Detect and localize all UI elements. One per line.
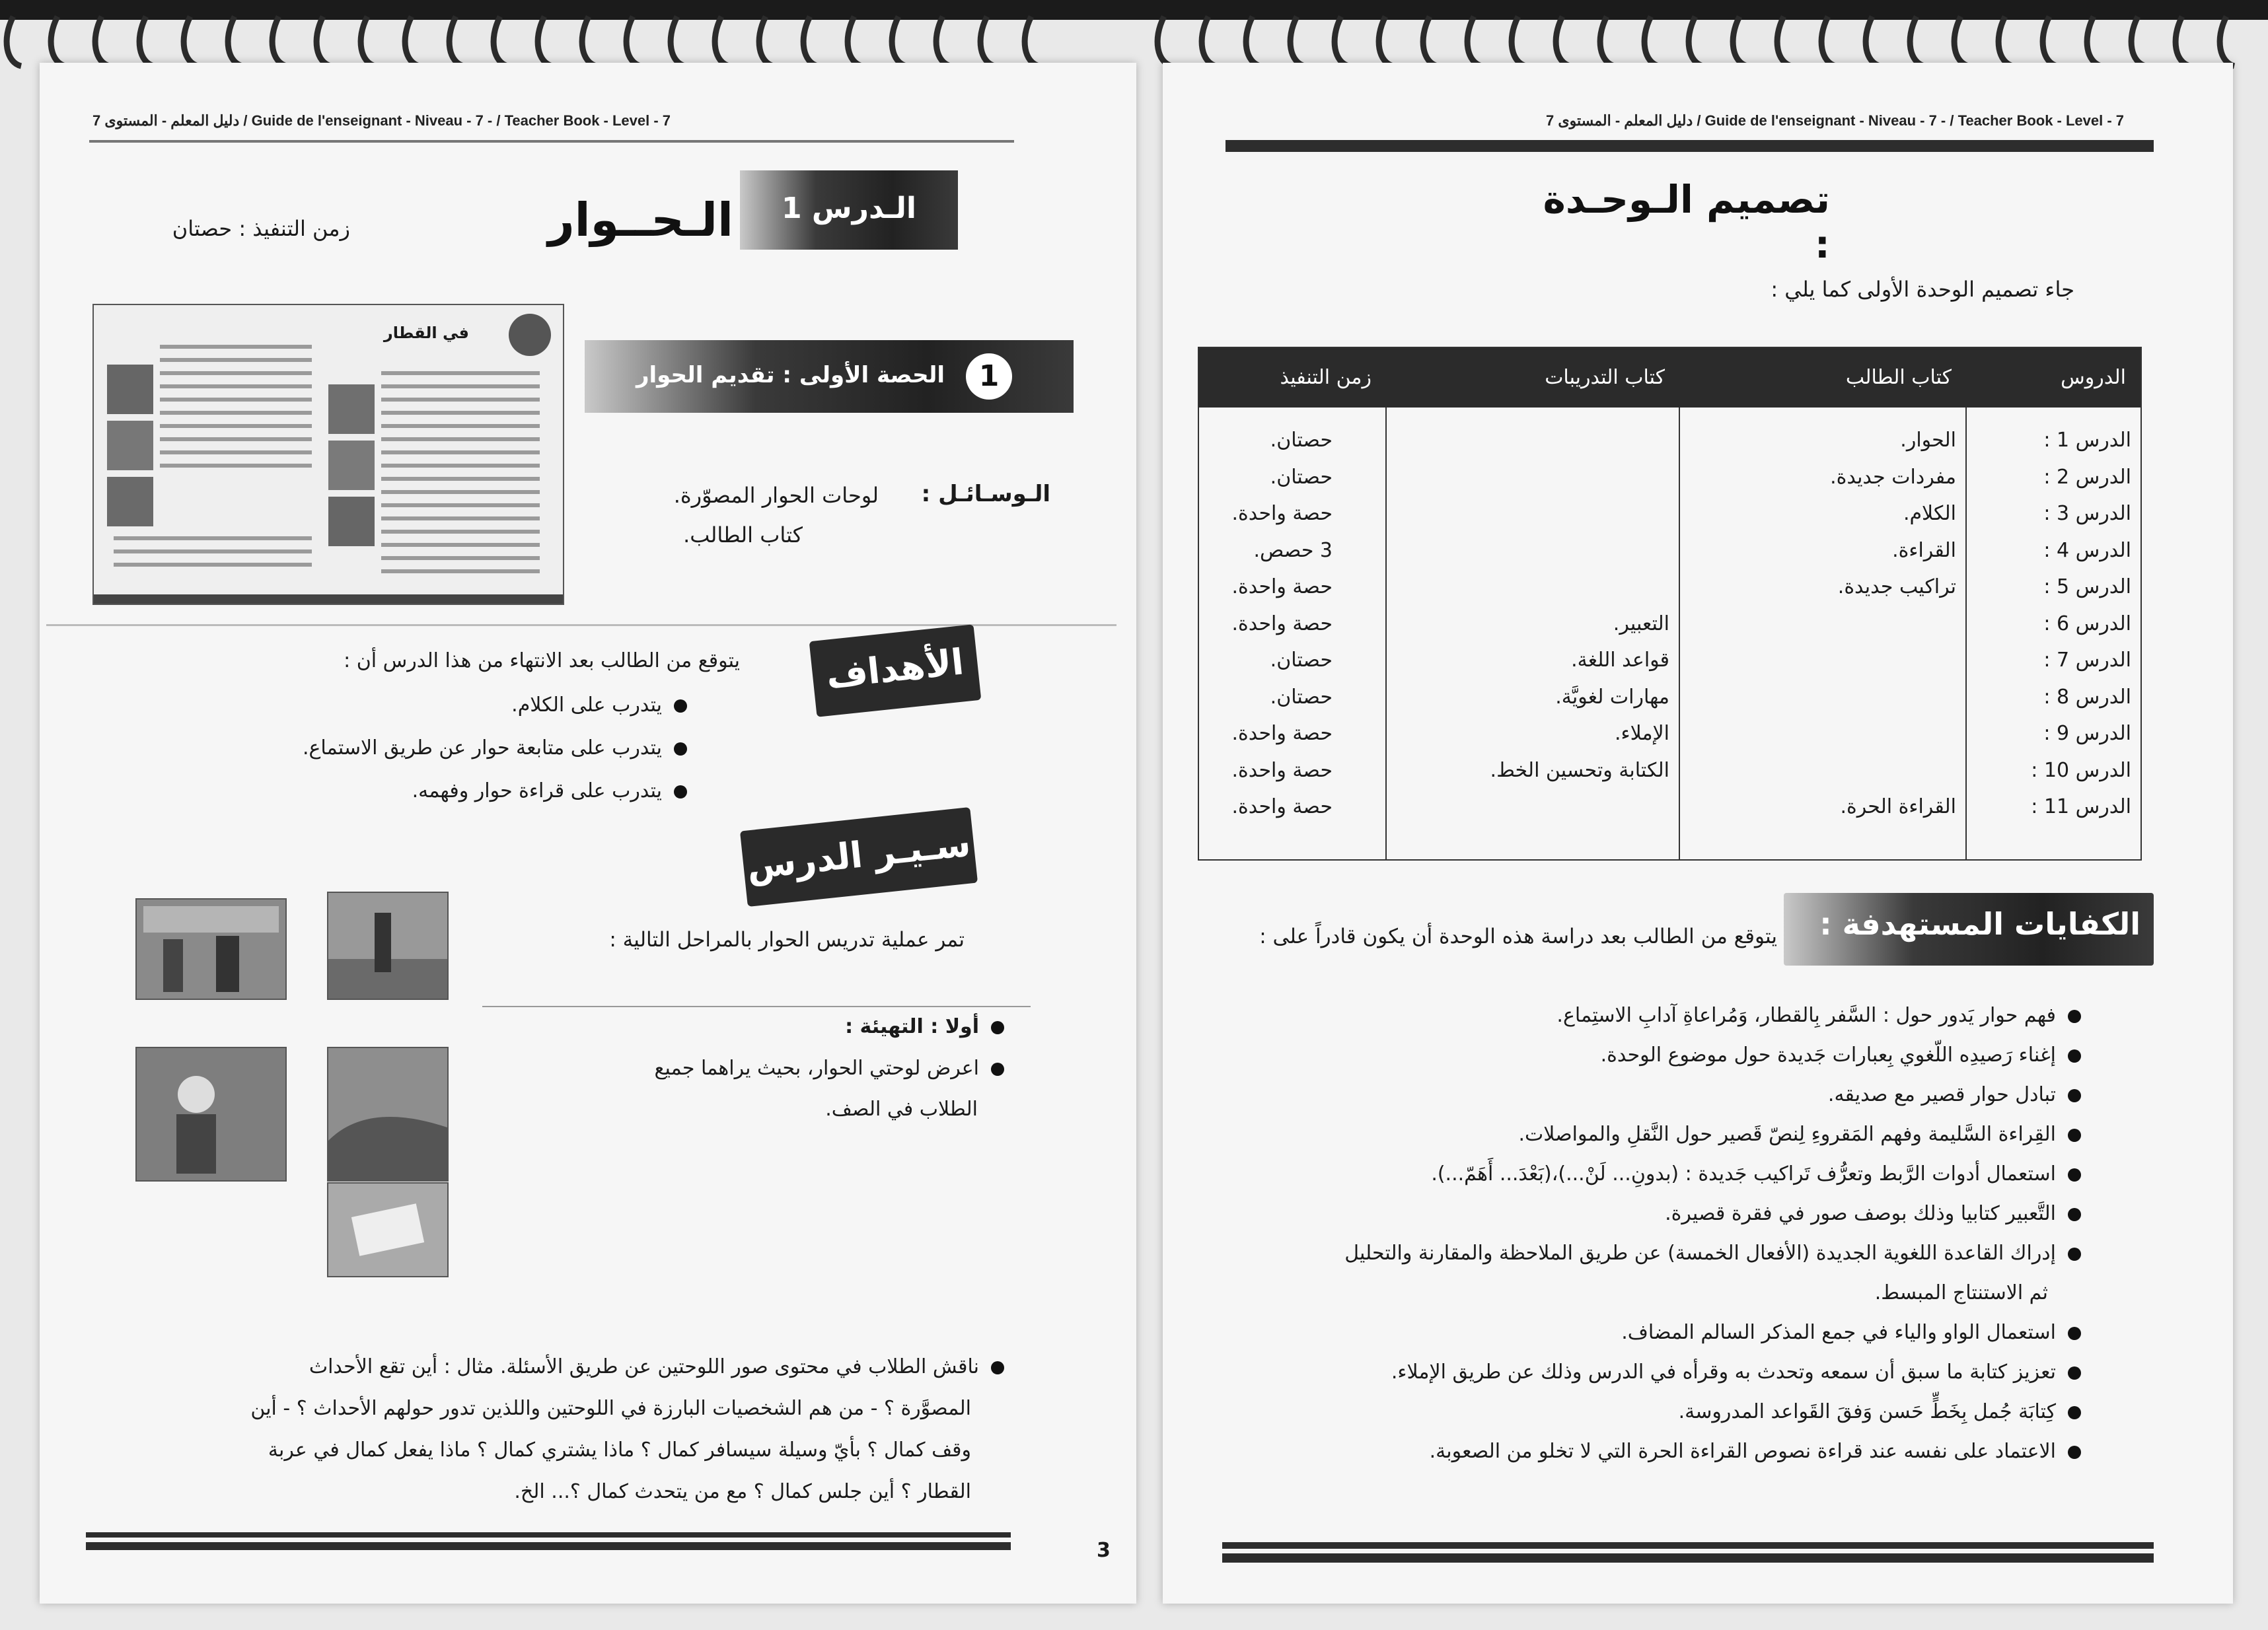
running-header-left: 7 دليل المعلم - المستوى / Guide de l'enseignant - Niveau - 7 - / Teacher Book - Level - 7 <box>92 112 671 129</box>
lesson-cell: الدرس 8 : <box>2043 685 2131 709</box>
workbook-cell: التعبير. <box>1613 612 1669 635</box>
spiral-coil <box>892 17 906 66</box>
competency-text: تبادل حوار قصير مع صديقه. <box>1827 1083 2056 1106</box>
spiral-coil <box>2043 17 2057 66</box>
workbook-cell <box>1396 495 1669 532</box>
unit-intro: جاء تصميم الوحدة الأولى كما يلي : <box>1771 277 2074 302</box>
bullet-dot <box>674 699 687 713</box>
materials-2: كتاب الطالب. <box>683 522 803 548</box>
spiral-coil <box>1467 17 1482 66</box>
duration-cell: حصتان. <box>1270 685 1333 709</box>
lesson-cell: الدرس 1 : <box>2043 429 2131 452</box>
spiral-coil <box>1556 17 1570 66</box>
spiral-coil <box>1689 17 1703 66</box>
spiral-coil <box>1423 17 1438 66</box>
bullet-dot <box>991 1361 1004 1374</box>
spiral-coil <box>51 17 65 66</box>
thumbnail-title: في القطار <box>383 324 469 342</box>
spiral-coil <box>1998 17 2013 66</box>
spiral-coil <box>1335 17 1349 66</box>
spiral-coil <box>936 17 951 66</box>
competency-item <box>1216 1314 2081 1351</box>
discussion-text: ناقش الطلاب في محتوى صور اللوحتين عن طريق الأسئلة. مثال : أين تقع الأحداث <box>309 1355 979 1378</box>
competency-item <box>1216 1156 2081 1193</box>
spiral-coil <box>2220 17 2234 66</box>
bullet-dot <box>2068 1129 2081 1142</box>
goal-text: يتدرب على الكلام. <box>511 693 662 717</box>
lesson-title: الـحــوار <box>548 193 733 247</box>
spiral-coil <box>1644 17 1659 66</box>
spiral-coil <box>1821 17 1836 66</box>
materials-1: لوحات الحوار المصوّرة. <box>673 483 879 508</box>
discussion-line <box>99 1473 971 1510</box>
spiral-coil <box>95 17 110 66</box>
competency-text: إدراك القاعدة اللغوية الجديدة (الأفعال الخمسة) عن طريق الملاحظة والمقارنة والتحليل <box>1344 1242 2056 1265</box>
spiral-coil <box>2087 17 2102 66</box>
spiral-coil <box>582 17 597 66</box>
spiral-coil <box>184 17 198 66</box>
bullet-dot <box>674 742 687 756</box>
bullet-dot <box>2068 1366 2081 1380</box>
goal-text: يتدرب على متابعة حوار عن طريق الاستماع. <box>302 736 662 760</box>
competency-continued: ثم الاستنتاج المبسط. <box>1874 1281 2048 1304</box>
student-book-cell: تراكيب جديدة. <box>1837 575 1956 598</box>
bullet-dot <box>674 785 687 798</box>
spiral-coil <box>361 17 375 66</box>
competency-item <box>1216 1077 2081 1114</box>
bullet-dot <box>991 1063 1004 1076</box>
spiral-coil <box>848 17 862 66</box>
running-header-right: 7 دليل المعلم - المستوى / Guide de l'enseignant - Niveau - 7 - / Teacher Book - Level - 7 <box>1546 112 2125 129</box>
spiral-coil <box>405 17 420 66</box>
duration-cell: حصة واحدة. <box>1231 575 1333 598</box>
spiral-coil <box>1157 17 1172 66</box>
step1-text-1-text: اعرض لوحتي الحوار، بحيث يراهما جميع <box>654 1057 979 1080</box>
workbook-cell <box>1396 422 1669 459</box>
competency-item <box>1216 997 2081 1034</box>
spiral-coil <box>449 17 464 66</box>
spiral-coil <box>1379 17 1393 66</box>
lesson-label: الـدرس 1 <box>781 192 917 225</box>
competency-item <box>1216 1116 2081 1153</box>
competency-text: القِراءة السَّليمة وفهم المَقروءِ لِنصّ قَصير حول النَّقلِ والمواصلات. <box>1518 1123 2056 1146</box>
spiral-coil <box>228 17 242 66</box>
duration-cell: حصتان. <box>1270 429 1333 452</box>
illustration-panel <box>327 1047 449 1182</box>
workbook-column <box>1386 408 1679 861</box>
duration-cell: حصتان. <box>1270 465 1333 489</box>
lessons-column <box>1966 408 2140 861</box>
student-book-column <box>1679 408 1966 861</box>
workbook-cell <box>1396 532 1669 569</box>
session-number-badge: 1 <box>966 353 1012 400</box>
competency-text: كِتابَة جُمل بِخَطٍّ حَسن وَفقَ القَواعد المدروسة. <box>1678 1400 2056 1423</box>
spiral-coil <box>1733 17 1747 66</box>
spiral-coil <box>2176 17 2190 66</box>
spiral-coil <box>538 17 552 66</box>
lesson-cell: الدرس 11 : <box>2031 795 2131 818</box>
footer-rule-left <box>86 1532 1011 1538</box>
discussion-text: القطار ؟ أين جلس كمال ؟ مع من يتحدث كمال ؟... الخ. <box>514 1480 971 1503</box>
table-header-workbook: كتاب التدريبات <box>1386 347 1679 408</box>
discussion-line <box>99 1390 971 1427</box>
duration-cell: حصتان. <box>1270 649 1333 672</box>
discussion-text: وقف كمال ؟ بأيّ وسيلة سيسافر كمال ؟ ماذا يشتري كمال ؟ ماذا يفعل كمال في عربة <box>268 1438 971 1462</box>
spiral-coil <box>139 17 154 66</box>
student-book-cell: الحوار. <box>1900 429 1956 452</box>
lesson-cell: الدرس 5 : <box>2043 575 2131 598</box>
lesson-cell: الدرس 7 : <box>2043 649 2131 672</box>
student-book-cell <box>1689 642 1956 679</box>
duration-note: زمن التنفيذ : حصتان <box>172 216 350 241</box>
duration-cell: حصة واحدة. <box>1231 502 1333 525</box>
competency-item <box>1216 1433 2081 1470</box>
competency-text: استعمال الواو والياء في جمع المذكر السالم المضاف. <box>1621 1321 2056 1344</box>
duration-cell: حصة واحدة. <box>1231 612 1333 635</box>
workbook-cell <box>1396 789 1669 826</box>
bullet-dot <box>2068 1248 2081 1261</box>
spiral-coil <box>1025 17 1039 66</box>
process-intro: تمر عملية تدريس الحوار بالمراحل التالية : <box>609 928 965 952</box>
competency-item <box>1216 1394 2081 1431</box>
goal-item <box>277 773 687 810</box>
bullet-dot <box>2068 1406 2081 1419</box>
lesson-thumbnail <box>92 304 564 605</box>
competency-text: التَّعبير كتابيا وذلك بوصف صور في فقرة قصيرة. <box>1665 1202 2056 1225</box>
competency-text: فهم حوار يَدور حول : السَّفر بِالقطار، وَمُراعاةِ آدابِ الاستِماع. <box>1556 1004 2056 1027</box>
lesson-cell: الدرس 10 : <box>2031 758 2131 782</box>
footer-rule-right <box>1222 1542 2154 1549</box>
divider-2 <box>482 1006 1031 1007</box>
discussion-line <box>99 1432 971 1469</box>
spiral-coil <box>626 17 641 66</box>
goals-title: الأهداف <box>809 624 982 717</box>
step1-text-1 <box>515 1050 1004 1087</box>
spiral-coil <box>494 17 508 66</box>
workbook-cell: الكتابة وتحسين الخط. <box>1490 758 1669 782</box>
student-book-cell: مفردات جديدة. <box>1830 465 1956 489</box>
competency-item <box>1216 1354 2081 1391</box>
bullet-dot <box>2068 1010 2081 1023</box>
goal-text: يتدرب على قراءة حوار وفهمه. <box>412 779 662 802</box>
student-book-cell <box>1689 715 1956 752</box>
illustration-panel <box>327 892 449 1000</box>
competencies-intro: يتوقع من الطالب بعد دراسة هذه الوحدة أن يكون قادراً على : <box>1259 925 1777 948</box>
student-book-cell: الكلام. <box>1903 502 1956 525</box>
duration-cell: حصة واحدة. <box>1231 758 1333 782</box>
duration-cell: حصة واحدة. <box>1231 795 1333 818</box>
bullet-dot <box>2068 1049 2081 1063</box>
lesson-cell: الدرس 4 : <box>2043 538 2131 562</box>
footer-rule-right-2 <box>1222 1553 2154 1563</box>
student-book-cell: القراءة الحرة. <box>1840 795 1956 818</box>
competency-text: الاعتماد على نفسه عند قراءة نصوص القراءة الحرة التي لا تخلو من الصعوبة. <box>1429 1440 2056 1463</box>
spiral-coil <box>1512 17 1526 66</box>
workbook-cell: مهارات لغويَّة. <box>1555 685 1669 709</box>
spiral-coil <box>316 17 331 66</box>
header-rule-left <box>89 140 1014 143</box>
competency-text: استعمال أدوات الرَّبط وتعرُّف تَراكيب جَديدة : (بدونِ... لَنْ...)،(بَعْدَ... أَهَمّ...). <box>1431 1162 2056 1186</box>
step1-label <box>727 1009 1004 1045</box>
illustration-panel <box>327 1182 449 1277</box>
spiral-coil <box>1202 17 1216 66</box>
spiral-coil <box>1600 17 1615 66</box>
spiral-coil <box>1246 17 1261 66</box>
session-title: الحصة الأولى : تقديم الحوار <box>636 362 945 388</box>
materials-label: الـوسـائـل : <box>921 481 1050 507</box>
illustration-panel <box>135 1047 287 1182</box>
spiral-coil <box>1777 17 1792 66</box>
competency-text: تعزيز كتابة ما سبق أن سمعه وتحدث به وقرأه في الدرس وذلك عن طريق الإملاء. <box>1391 1361 2056 1384</box>
workbook-cell: قواعد اللغة. <box>1571 649 1669 672</box>
spiral-coil <box>1290 17 1305 66</box>
spiral-coil <box>7 17 21 66</box>
lesson-cell: الدرس 2 : <box>2043 465 2131 489</box>
table-header-student-book: كتاب الطالب <box>1679 347 1966 408</box>
discussion-line <box>99 1349 1004 1386</box>
student-book-cell: القراءة. <box>1892 538 1956 562</box>
goal-item <box>277 687 687 724</box>
lesson-cell: الدرس 6 : <box>2043 612 2131 635</box>
step1-label-text: أولا : التهيئة : <box>845 1015 979 1038</box>
duration-cell: حصة واحدة. <box>1231 722 1333 745</box>
spiral-coil <box>759 17 774 66</box>
header-rule-right <box>1225 140 2154 152</box>
spiral-coil <box>2131 17 2146 66</box>
table-header-duration: زمن التنفيذ <box>1199 347 1386 408</box>
discussion-text: المصوَّرة ؟ - من هم الشخصيات البارزة في اللوحتين واللذين تدور حولهم الأحداث ؟ - أين <box>250 1397 971 1420</box>
duration-cell: 3 حصص. <box>1253 538 1333 562</box>
bullet-dot <box>2068 1446 2081 1459</box>
table-header-lessons: الدروس <box>1966 347 2140 408</box>
goal-item <box>277 730 687 767</box>
spiral-coil <box>272 17 287 66</box>
competency-item <box>1216 1037 2081 1074</box>
spiral-coil <box>715 17 729 66</box>
page-number: 3 <box>1097 1539 1111 1562</box>
bullet-dot <box>2068 1327 2081 1340</box>
competencies-title: الكفايات المستهدفة : <box>1819 906 2140 942</box>
spiral-coil <box>803 17 818 66</box>
bullet-dot <box>2068 1208 2081 1221</box>
spiral-coil <box>1910 17 1924 66</box>
spiral-coil <box>1866 17 1880 66</box>
workbook-cell <box>1396 569 1669 606</box>
footer-rule-left-2 <box>86 1542 1011 1550</box>
illustration-panel <box>135 898 287 1000</box>
student-book-cell <box>1689 679 1956 716</box>
process-title: سـيـر الدرس <box>740 807 978 907</box>
goals-intro: يتوقع من الطالب بعد الانتهاء من هذا الدرس أن : <box>344 649 740 672</box>
workbook-cell: الإملاء. <box>1614 722 1669 745</box>
unit-design-table <box>1199 347 2140 861</box>
bullet-dot <box>2068 1168 2081 1182</box>
lesson-cell: الدرس 9 : <box>2043 722 2131 745</box>
competency-item <box>1216 1235 2081 1272</box>
spiral-coil <box>671 17 685 66</box>
lesson-cell: الدرس 3 : <box>2043 502 2131 525</box>
student-book-cell <box>1689 606 1956 643</box>
section-title: تصميم الـوحـدة : <box>1543 177 1830 267</box>
competency-item <box>1216 1195 2081 1232</box>
spiral-coil <box>980 17 995 66</box>
workbook-cell <box>1396 459 1669 496</box>
step1-text-2: الطلاب في الصف. <box>825 1098 978 1121</box>
student-book-cell <box>1689 752 1956 789</box>
competency-text: إغناء رَصيدِه اللّغوي بِعبارات جَديدة حول موضوع الوحدة. <box>1600 1044 2056 1067</box>
duration-column <box>1199 408 1386 861</box>
bullet-dot <box>991 1021 1004 1034</box>
spiral-coil <box>1954 17 1969 66</box>
bullet-dot <box>2068 1089 2081 1102</box>
